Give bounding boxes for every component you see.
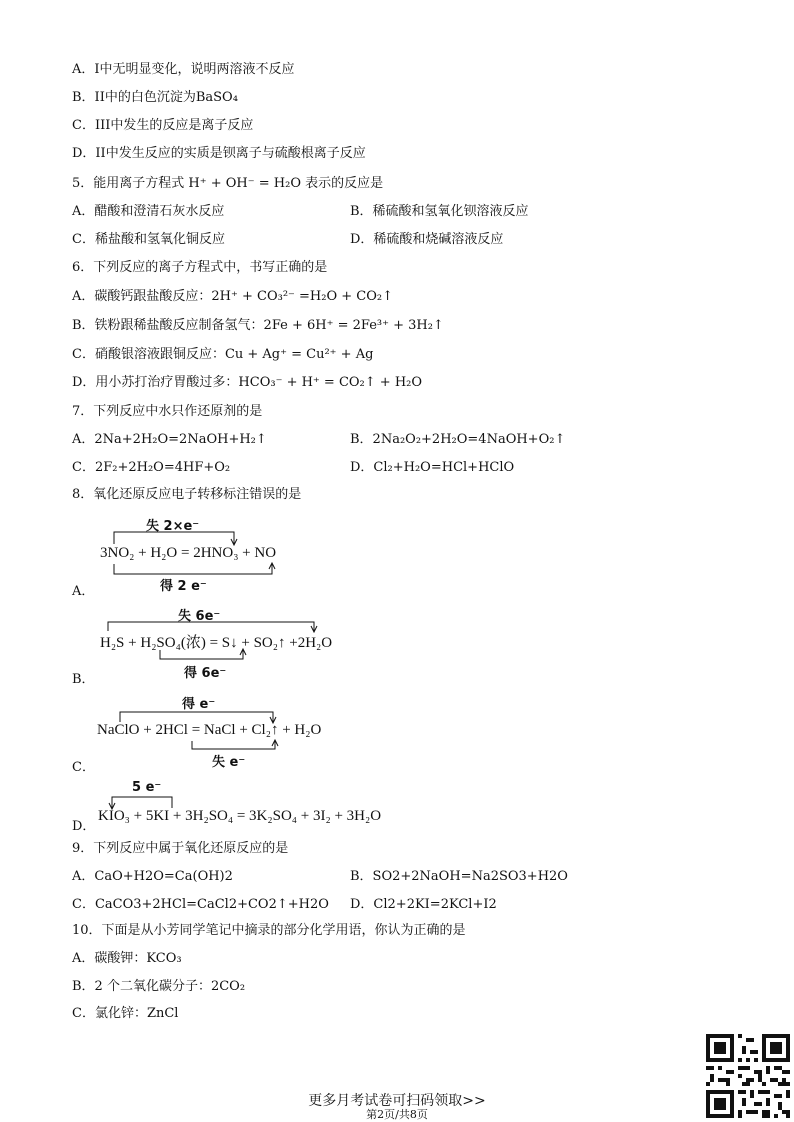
q7-option-d: D．Cl₂+H₂O=HCl+HClO: [350, 460, 515, 475]
q6-option-c: C．硝酸银溶液跟铜反应：Cu + Ag⁺ = Cu²⁺ + Ag: [72, 347, 374, 362]
q5-stem: 5．能用离子方程式 H⁺ + OH⁻ = H₂O 表示的反应是: [72, 176, 384, 191]
q6-option-b: B．铁粉跟稀盐酸反应制备氢气：2Fe + 6H⁺ = 2Fe³⁺ + 3H₂↑: [72, 318, 444, 333]
q9-stem: 9．下列反应中属于氧化还原反应的是: [72, 841, 289, 856]
q6-option-a: A．碳酸钙跟盐酸反应：2H⁺ + CO₃²⁻ =H₂O + CO₂↑: [72, 289, 394, 304]
q8d-equation: KIO₃ + 5KI + 3H₂SO₄ = 3K₂SO₄ + 3I₂ + 3H₂O: [98, 808, 382, 824]
q7-stem: 7．下列反应中水只作还原剂的是: [72, 404, 263, 419]
q8c-top-label: 得 e⁻: [182, 697, 216, 712]
q5-option-b: B．稀硫酸和氢氧化钡溶液反应: [350, 204, 529, 219]
q7-option-c: C．2F₂+2H₂O=4HF+O₂: [72, 460, 231, 475]
q8b-top-label: 失 6e⁻: [178, 609, 221, 624]
q8a-top-label: 失 2×e⁻: [146, 519, 200, 534]
q6-option-d: D．用小苏打治疗胃酸过多：HCO₃⁻ + H⁺ = CO₂↑ + H₂O: [72, 375, 423, 390]
q8d-letter: D．: [72, 819, 96, 834]
q8c-bottom-label: 失 e⁻: [212, 755, 246, 770]
q9-option-c: C．CaCO3+2HCl=CaCl2+CO2↑+H2O: [72, 897, 329, 912]
q8c-equation: NaClO + 2HCl = NaCl + Cl₂↑ + H₂O: [97, 722, 322, 738]
q10-option-a: A．碳酸钾：KCO₃: [72, 951, 182, 966]
q9-option-b: B．SO2+2NaOH=Na2SO3+H2O: [350, 869, 568, 884]
q8a-equation: 3NO₂ + H₂O = 2HNO₃ + NO: [100, 545, 277, 561]
q7-option-a: A．2Na+2H₂O=2NaOH+H₂↑: [72, 432, 267, 447]
q10-stem: 10．下面是从小芳同学笔记中摘录的部分化学用语，你认为正确的是: [72, 923, 466, 938]
q4-option-d: D．II中发生反应的实质是钡离子与硫酸根离子反应: [72, 146, 366, 161]
q10-option-b: B．2 个二氧化碳分子：2CO₂: [72, 979, 246, 994]
q4-option-b: B．II中的白色沉淀为BaSO₄: [72, 90, 238, 105]
qr-code-icon[interactable]: [706, 1034, 790, 1118]
q4-option-c: C．III中发生的反应是离子反应: [72, 118, 254, 133]
q8b-bottom-label: 得 6e⁻: [184, 666, 227, 681]
q5-option-d: D．稀硫酸和烧碱溶液反应: [350, 232, 504, 247]
q8d-top-label: 5 e⁻: [132, 780, 162, 795]
q8a-letter: A．: [72, 584, 95, 599]
q8b-equation: H₂S + H₂SO₄(浓) = S↓ + SO₂↑ +2H₂O: [100, 635, 333, 651]
q8a-bottom-label: 得 2 e⁻: [160, 579, 207, 594]
q4-option-a: A．I中无明显变化，说明两溶液不反应: [72, 62, 295, 77]
q5-option-c: C．稀盐酸和氢氧化铜反应: [72, 232, 225, 247]
q9-option-a: A．CaO+H2O=Ca(OH)2: [72, 869, 233, 884]
page-number: 第2页/共8页: [366, 1108, 428, 1121]
q8c-letter: C．: [72, 760, 95, 775]
q6-stem: 6．下列反应的离子方程式中，书写正确的是: [72, 260, 328, 275]
q5-option-a: A．醋酸和澄清石灰水反应: [72, 204, 225, 219]
footer-promo-text: 更多月考试卷可扫码领取>>: [308, 1093, 486, 1109]
q8b-letter: B．: [72, 672, 95, 687]
q8-stem: 8．氧化还原反应电子转移标注错误的是: [72, 487, 302, 502]
q10-option-c: C．氯化锌：ZnCl: [72, 1006, 179, 1021]
q7-option-b: B．2Na₂O₂+2H₂O=4NaOH+O₂↑: [350, 432, 566, 447]
q9-option-d: D．Cl2+2KI=2KCl+I2: [350, 897, 497, 912]
